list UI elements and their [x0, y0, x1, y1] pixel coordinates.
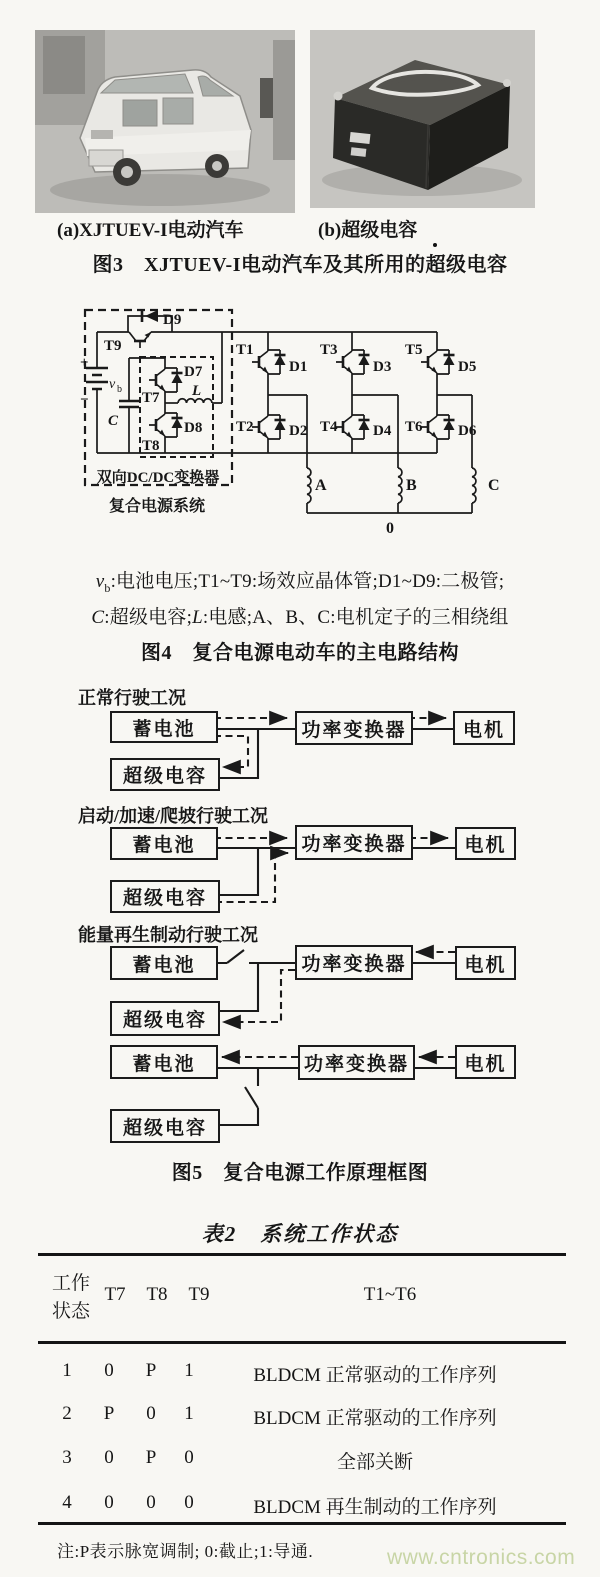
t2-label: T2 — [236, 419, 254, 435]
vehicle-photo-art — [35, 30, 295, 213]
table-row-t9: 0 — [184, 1447, 194, 1468]
supercap-block: 超级电容 — [110, 1109, 220, 1143]
d5-diode — [444, 350, 455, 374]
table-row-state: 3 — [62, 1447, 72, 1468]
figure4-caption: 图4 复合电源电动车的主电路结构 — [141, 642, 459, 664]
t9-label: T9 — [104, 338, 122, 354]
d9-label: D9 — [163, 312, 182, 328]
table-row-t9: 0 — [184, 1492, 194, 1513]
t3-transistor — [336, 350, 352, 374]
phase-c-label: C — [488, 477, 500, 494]
table-rule-top — [38, 1253, 566, 1256]
watermark: www.cntronics.com — [387, 1546, 576, 1569]
d2-label: D2 — [289, 423, 308, 439]
vb-symbol: v — [95, 571, 105, 592]
battery-block: 蓄电池 — [110, 711, 218, 743]
t4-transistor — [336, 415, 352, 439]
converter-block: 功率变换器 — [295, 711, 413, 745]
d7-diode — [172, 368, 183, 392]
dcdc-box-label: 双向DC/DC变换器 — [96, 470, 220, 486]
t7-transistor — [149, 368, 165, 392]
t1-transistor — [252, 350, 268, 374]
table-row-desc: BLDCM 正常驱动的工作序列 — [253, 1408, 497, 1429]
figure5-caption: 图5 复合电源工作原理框图 — [171, 1162, 429, 1184]
c-symbol: C — [91, 607, 105, 628]
d6-label: D6 — [458, 423, 477, 439]
table-row-desc: BLDCM 正常驱动的工作序列 — [253, 1365, 497, 1386]
t2-transistor — [252, 415, 268, 439]
table-row-state: 4 — [62, 1492, 72, 1513]
table-row-t8: P — [145, 1360, 157, 1381]
d4-diode — [359, 415, 370, 439]
t4-label: T4 — [320, 419, 338, 435]
d3-diode — [359, 350, 370, 374]
figure4-circuit-diagram — [0, 290, 600, 545]
table-row-state: 1 — [62, 1360, 72, 1381]
vb-symbol-sub: b — [104, 580, 111, 595]
vb-sub-label: b — [117, 384, 122, 395]
supercap-block: 超级电容 — [110, 880, 220, 913]
battery-block: 蓄电池 — [110, 827, 218, 860]
d1-label: D1 — [289, 359, 308, 375]
d7-label: D7 — [184, 364, 203, 380]
vehicle-photo — [35, 30, 295, 213]
header-state-line2: 状态 — [52, 1301, 91, 1322]
table-row-t7: 0 — [104, 1360, 114, 1381]
figure4-legend-line2 — [0, 602, 600, 629]
table-rule-bottom — [38, 1522, 566, 1525]
table-row-t7: 0 — [104, 1447, 114, 1468]
table-row-t8: P — [145, 1447, 157, 1468]
motor-block: 电机 — [455, 946, 516, 980]
table-row-t7: 0 — [104, 1492, 114, 1513]
table-row-desc: 全部关断 — [336, 1452, 413, 1473]
motor-block: 电机 — [455, 827, 516, 860]
capacitor-plates — [119, 401, 139, 407]
table2-note: 注:P表示脉宽调制; 0:截止;1:导通. — [57, 1542, 314, 1561]
legend-line2-part1: :超级电容; — [104, 607, 193, 628]
l-symbol: L — [192, 607, 203, 628]
phase-a-label: A — [315, 477, 327, 494]
table-row-t8: 0 — [146, 1403, 156, 1424]
d8-diode — [172, 413, 183, 437]
legend-line2-part2: :电感;A、B、C:电机定子的三相绕组 — [202, 607, 509, 628]
converter-block: 功率变换器 — [298, 1045, 415, 1080]
scenario3-title: 能量再生制动行驶工况 — [78, 925, 258, 945]
battery-block: 蓄电池 — [110, 1045, 218, 1079]
supercap-photo-art — [310, 30, 535, 208]
photo-a-caption: (a)XJTUEV-I电动汽车 — [57, 220, 244, 241]
table-row-t7: P — [103, 1403, 115, 1424]
system-label: 复合电源系统 — [108, 498, 206, 515]
battery-minus-label: − — [80, 392, 89, 408]
table-row-t9: 1 — [184, 1403, 194, 1424]
table-row-state: 2 — [62, 1403, 72, 1424]
converter-block: 功率变换器 — [295, 825, 413, 860]
header-t1-t6: T1~T6 — [363, 1284, 417, 1305]
t6-transistor — [421, 415, 437, 439]
legend-line1-text: :电池电压;T1~T9:场效应晶体管;D1~D9:二极管; — [110, 571, 505, 592]
scenario2-title: 启动/加速/爬坡行驶工况 — [78, 806, 269, 826]
t8-transistor — [149, 413, 165, 437]
table-row-t9: 1 — [184, 1360, 194, 1381]
d1-diode — [275, 350, 286, 374]
battery-plus-label: + — [80, 355, 89, 371]
supercap-photo — [310, 30, 535, 208]
photo-b-caption: (b)超级电容 — [318, 220, 418, 241]
d3-label: D3 — [373, 359, 392, 375]
d5-label: D5 — [458, 359, 477, 375]
t7-label: T7 — [142, 390, 160, 406]
vb-label: v — [109, 377, 116, 392]
d4-label: D4 — [373, 423, 392, 439]
phase-b-label: B — [406, 477, 417, 494]
scenario1-title: 正常行驶工况 — [78, 688, 186, 708]
d6-diode — [444, 415, 455, 439]
t8-label: T8 — [142, 438, 160, 454]
t9-transistor — [128, 332, 152, 348]
supercap-block: 超级电容 — [110, 1001, 220, 1036]
figure3-caption: 图3 XJTUEV-I电动汽车及其所用的超级电容 — [92, 254, 508, 276]
battery-plates — [86, 368, 108, 389]
t3-label: T3 — [320, 342, 338, 358]
d8-label: D8 — [184, 420, 203, 436]
header-state-line1: 工作 — [52, 1273, 91, 1294]
capacitor-label: C — [108, 413, 119, 429]
d9-diode — [145, 310, 158, 322]
figure4-legend-line1 — [0, 566, 600, 596]
t6-label: T6 — [405, 419, 423, 435]
d2-diode — [275, 415, 286, 439]
winding-c — [472, 468, 476, 513]
t1-label: T1 — [236, 342, 254, 358]
header-t9: T9 — [188, 1284, 210, 1305]
t5-transistor — [421, 350, 437, 374]
winding-b — [398, 468, 402, 513]
supercap-block: 超级电容 — [110, 758, 220, 791]
inductor-coil — [178, 399, 212, 403]
table2-title: 表2 系统工作状态 — [201, 1222, 399, 1246]
motor-block: 电机 — [453, 711, 515, 745]
table-row-t8: 0 — [146, 1492, 156, 1513]
ink-dot — [433, 243, 437, 247]
battery-block: 蓄电池 — [110, 946, 218, 980]
inductor-label: L — [192, 383, 202, 399]
motor-block: 电机 — [455, 1045, 516, 1079]
table-rule-header — [38, 1341, 566, 1344]
neutral-label: 0 — [386, 520, 394, 537]
table-row-desc: BLDCM 再生制动的工作序列 — [253, 1497, 497, 1518]
winding-a — [307, 468, 311, 513]
header-t7: T7 — [104, 1284, 126, 1305]
header-t8: T8 — [146, 1284, 168, 1305]
switch-open — [215, 1068, 258, 1125]
converter-block: 功率变换器 — [295, 945, 413, 980]
t5-label: T5 — [405, 342, 423, 358]
